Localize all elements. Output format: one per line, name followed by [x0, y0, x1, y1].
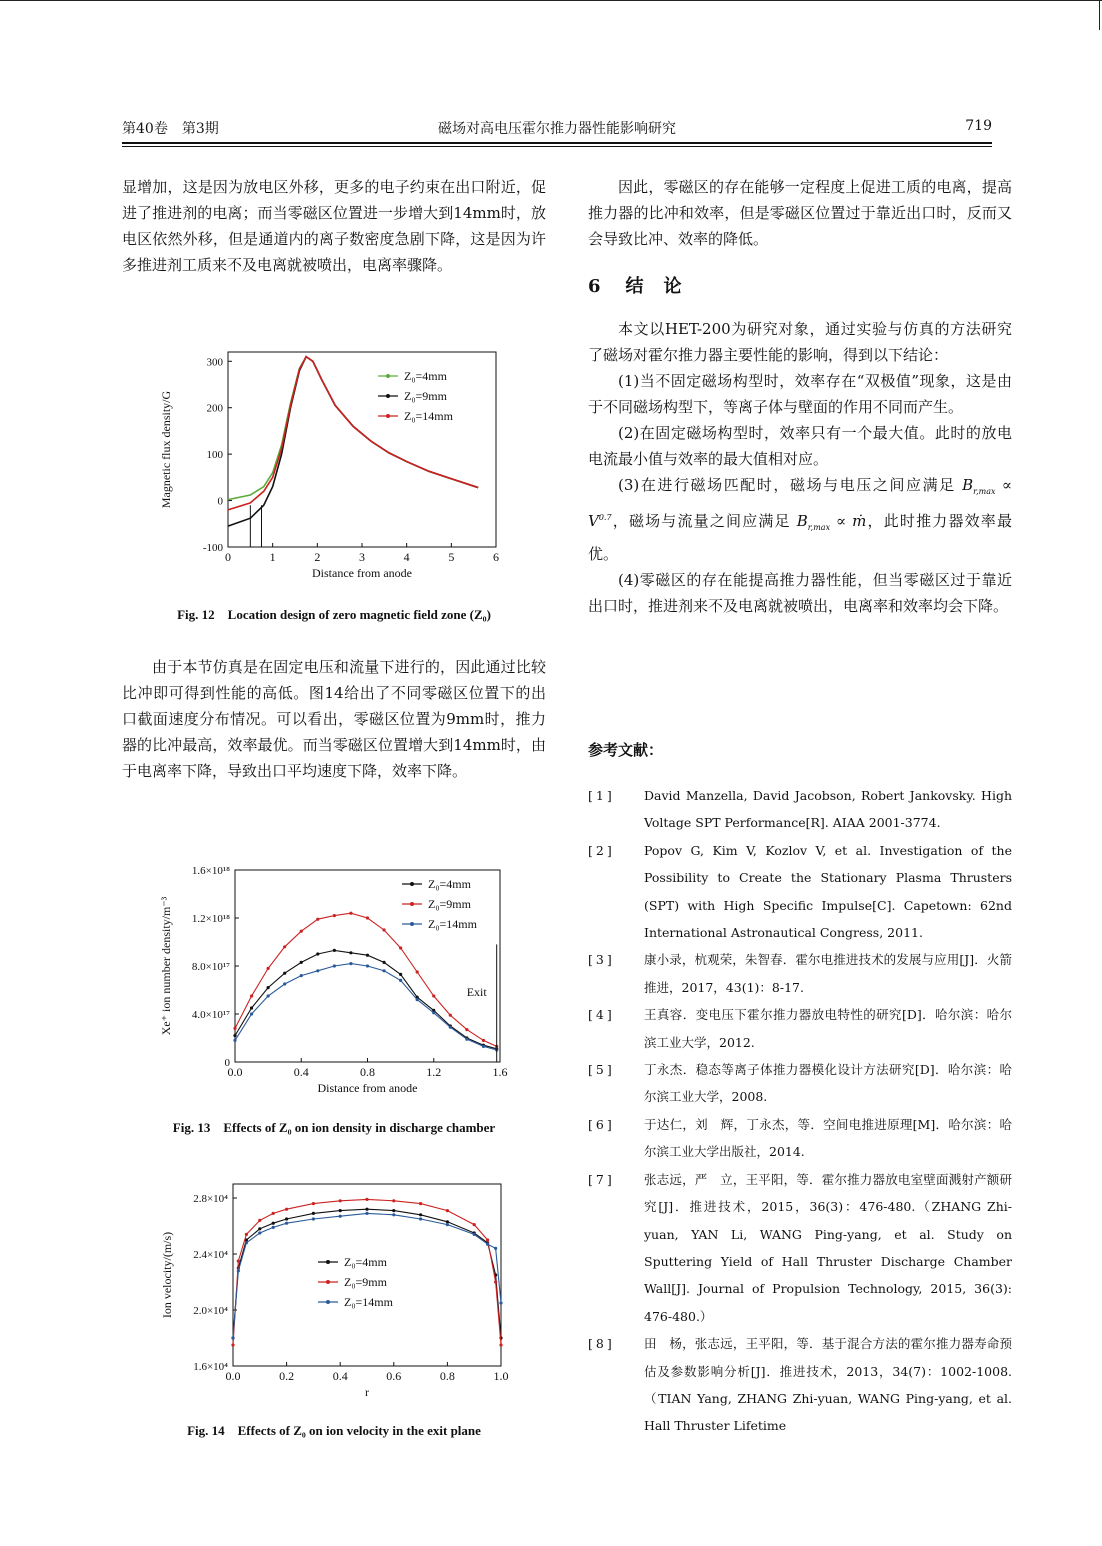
data-point	[258, 1227, 261, 1230]
figure-13-caption: Fig. 13 Effects of Z₀ on ion density in discharge chamber	[172, 1120, 496, 1135]
x-tick-label: 0.8	[360, 1065, 375, 1079]
data-point	[333, 949, 336, 952]
header-title: 磁场对高电压霍尔推力器性能影响研究	[438, 121, 676, 137]
data-point	[382, 961, 385, 964]
x-tick-label: 0.2	[279, 1369, 295, 1383]
data-point	[392, 1209, 395, 1212]
y-tick-label: 2.8×10⁴	[193, 1193, 228, 1205]
x-tick-label: 0.0	[227, 1065, 243, 1079]
data-point	[316, 952, 319, 955]
legend-label: Z₀=14mm	[404, 409, 453, 423]
section-title: 结 论	[625, 276, 683, 297]
data-point	[499, 1301, 502, 1304]
data-point	[465, 1038, 468, 1041]
data-point	[432, 1011, 435, 1014]
data-point	[285, 1208, 288, 1211]
data-point	[365, 1208, 368, 1211]
reference-text: 丁永杰．稳态等离子体推力器模化设计方法研究[D]．哈尔滨：哈尔滨工业大学，2008.	[644, 1062, 1012, 1105]
reference-number: [2]	[588, 842, 615, 858]
reference-text: 王真容．变电压下霍尔推力器放电特性的研究[D]．哈尔滨：哈尔滨工业大学，2012.	[644, 1007, 1012, 1050]
data-point	[432, 994, 435, 997]
page-number: 719	[965, 118, 992, 134]
data-point	[473, 1233, 476, 1236]
data-point	[233, 1034, 236, 1037]
data-point	[237, 1259, 240, 1262]
legend-label: Z₀=9mm	[428, 897, 471, 911]
y-tick-label: 0	[217, 495, 223, 508]
data-point	[267, 994, 270, 997]
data-point	[399, 973, 402, 976]
series-line	[233, 1199, 501, 1345]
data-point	[499, 1343, 502, 1346]
conclusion-1: (1)当不固定磁场构型时，效率存在“双极值”现象，这是由于不同磁场构型下，等离子体与壁面的作用不同而产生。	[588, 372, 1012, 416]
data-point	[382, 969, 385, 972]
data-point	[300, 930, 303, 933]
legend-marker	[326, 1280, 330, 1284]
data-point	[366, 954, 369, 957]
reference-number: [1]	[588, 788, 615, 803]
data-point	[382, 928, 385, 931]
data-point	[392, 1213, 395, 1216]
x-tick-label: 1.6	[492, 1065, 508, 1079]
figure-13-chart	[150, 858, 530, 1106]
x-tick-label: 0.4	[293, 1065, 309, 1079]
references-heading: 参考文献：	[588, 741, 664, 759]
y-axis-label: Magnetic flux density/G	[159, 390, 173, 509]
conclusion-3: (3)在进行磁场匹配时，磁场与电压之间应满足 $B_{r,max} \propto V^{0.7}$，磁场与流量之间应满足 $B_{r,max}$ ∝ ṁ，此时推力器效率最优。	[588, 476, 1012, 563]
data-point	[231, 1343, 234, 1346]
data-point	[231, 1336, 234, 1339]
data-point	[419, 1213, 422, 1216]
plot-frame	[228, 352, 496, 547]
data-point	[366, 964, 369, 967]
data-point	[473, 1223, 476, 1226]
data-point	[339, 1215, 342, 1218]
data-point	[416, 970, 419, 973]
data-point	[349, 951, 352, 954]
y-tick-label: 2.4×10⁴	[193, 1249, 228, 1261]
data-point	[272, 1226, 275, 1229]
data-point	[312, 1217, 315, 1220]
y-tick-label: 100	[206, 449, 223, 462]
data-point	[312, 1212, 315, 1215]
y-tick-label: 0	[224, 1057, 230, 1069]
reference-item	[588, 782, 1012, 837]
data-point	[446, 1209, 449, 1212]
conclusions	[588, 316, 1012, 619]
conclusion-2: (2)在固定磁场构型时，效率只有一个最大值。此时的放电电流最小值与效率的最大值相对应。	[588, 424, 1012, 468]
x-tick-label: 0.0	[225, 1369, 241, 1383]
series-line	[235, 913, 497, 1046]
figure-12-caption: Fig. 12 Location design of zero magnetic field zone (Z₀)	[177, 607, 491, 622]
reference-item	[588, 837, 1012, 947]
data-point	[245, 1233, 248, 1236]
right-border	[1099, 0, 1100, 30]
legend-label: Z₀=14mm	[344, 1295, 393, 1309]
x-tick-label: 2	[314, 550, 321, 564]
legend-label: Z₀=14mm	[428, 917, 477, 931]
data-point	[399, 946, 402, 949]
data-point	[267, 967, 270, 970]
y-tick-label: 8.0×10¹⁷	[191, 961, 230, 973]
data-point	[449, 1014, 452, 1017]
data-point	[272, 1212, 275, 1215]
data-point	[283, 982, 286, 985]
data-point	[250, 1012, 253, 1015]
x-axis-label: r	[365, 1385, 369, 1399]
data-point	[300, 961, 303, 964]
data-point	[333, 964, 336, 967]
data-point	[494, 1247, 497, 1250]
reference-item	[588, 946, 1012, 1001]
data-point	[300, 974, 303, 977]
exit-label: Exit	[466, 985, 487, 999]
data-point	[237, 1269, 240, 1272]
x-tick-label: 3	[359, 550, 365, 564]
legend-marker	[386, 394, 390, 398]
y-tick-label: 2.0×10⁴	[193, 1305, 228, 1317]
reference-item	[588, 1001, 1012, 1056]
section-heading	[588, 272, 707, 298]
data-point	[233, 1027, 236, 1030]
reference-number: [8]	[588, 1336, 615, 1352]
data-point	[272, 1222, 275, 1225]
data-point	[339, 1199, 342, 1202]
reference-text: 田 杨，张志远，王平阳，等．基于混合方法的霍尔推力器寿命预估及参数影响分析[J]．推进技术，2013，34(7)：1002-1008.（TIAN Yang, ZHANG Zhi-yuan, WANG Ping-yang, et al. Hall Thruster Lifetime	[644, 1336, 1012, 1434]
reference-number: [7]	[588, 1171, 615, 1187]
data-point	[365, 1212, 368, 1215]
legend-marker	[410, 922, 414, 926]
data-point	[399, 979, 402, 982]
right-paragraph-1: 因此，零磁区的存在能够一定程度上促进工质的电离，提高推力器的比冲和效率，但是零磁区位置过于靠近出口时，反而又会导致比冲、效率的降低。	[588, 178, 1012, 248]
data-point	[312, 1202, 315, 1205]
x-tick-label: 6	[493, 550, 499, 564]
data-point	[349, 912, 352, 915]
data-point	[446, 1223, 449, 1226]
legend-marker	[410, 902, 414, 906]
data-point	[316, 969, 319, 972]
reference-number: [4]	[588, 1007, 615, 1023]
reference-item	[588, 1330, 1012, 1440]
data-point	[365, 1198, 368, 1201]
x-tick-label: 0	[225, 550, 231, 564]
data-point	[250, 994, 253, 997]
data-point	[449, 1026, 452, 1029]
legend-label: Z₀=4mm	[344, 1255, 387, 1269]
reference-text: 康小录，杭观荣，朱智春．霍尔电推进技术的发展与应用[J]．火箭推进，2017，43(1)：8-17.	[644, 952, 1012, 995]
data-point	[392, 1199, 395, 1202]
legend-marker	[410, 882, 414, 886]
series-line	[235, 950, 497, 1048]
reference-text: Popov G, Kim V, Kozlov V, et al. Investigation of the Possibility to Create the Stationary Plasma Thrusters (SPT) with High Specific Impulse[C]. Capetown: 62nd International Astronautical Congress, 2011.	[644, 842, 1012, 941]
legend-label: Z₀=9mm	[404, 389, 447, 403]
section-number: 6	[588, 276, 602, 297]
y-tick-label: 200	[206, 402, 223, 415]
data-point	[482, 1039, 485, 1042]
formula-voltage: $B_{r,max} \propto V^{0.7}$	[588, 476, 1012, 530]
data-point	[419, 1202, 422, 1205]
reference-list	[588, 782, 1012, 1440]
reference-text: 于达仁，刘 辉，丁永杰，等．空间电推进原理[M]．哈尔滨：哈尔滨工业大学出版社，2014.	[644, 1116, 1012, 1160]
conclusion-intro: 本文以HET-200为研究对象，通过实验与仿真的方法研究了磁场对霍尔推力器主要性能的影响，得到以下结论：	[588, 320, 1012, 364]
y-tick-label: 300	[206, 356, 223, 369]
x-tick-label: 0.6	[386, 1369, 402, 1383]
data-point	[258, 1219, 261, 1222]
y-tick-label: 1.6×10⁴	[193, 1361, 228, 1373]
legend-marker	[386, 414, 390, 418]
data-point	[285, 1222, 288, 1225]
running-header	[122, 118, 992, 140]
left-paragraph-2: 由于本节仿真是在固定电压和流量下进行的，因此通过比较比冲即可得到性能的高低。图14给出了不同零磁区位置下的出口截面速度分布情况。可以看出，零磁区位置为9mm时，推力器的比冲最高，效率最优。而当零磁区位置增大到14mm时，由于电离率下降，导致出口平均速度下降，效率下降。	[122, 658, 546, 780]
data-point	[233, 1039, 236, 1042]
y-tick-label: 1.6×10¹⁸	[191, 865, 230, 877]
legend-marker	[326, 1300, 330, 1304]
data-point	[339, 1209, 342, 1212]
x-tick-label: 0.4	[332, 1369, 348, 1383]
reference-number: [6]	[588, 1116, 615, 1132]
x-tick-label: 1.0	[493, 1369, 509, 1383]
x-axis-label: Distance from anode	[312, 566, 412, 580]
x-tick-label: 1.2	[426, 1065, 442, 1079]
reference-item	[588, 1111, 1012, 1166]
formula-flow: $B_{r,max}$ ∝ ṁ	[796, 512, 867, 532]
data-point	[486, 1238, 489, 1241]
x-tick-label: 1	[269, 550, 276, 564]
reference-item	[588, 1056, 1012, 1111]
x-tick-label: 4	[403, 550, 410, 564]
legend-label: Z₀=4mm	[404, 369, 447, 383]
conclusion-4: (4)零磁区的存在能提高推力器性能，但当零磁区过于靠近出口时，推进剂来不及电离就被喷出，电离率和效率均会下降。	[588, 571, 1012, 615]
data-point	[494, 1280, 497, 1283]
top-border	[0, 0, 1102, 1]
data-point	[267, 986, 270, 989]
left-paragraph-1: 显增加，这是因为放电区外移，更多的电子约束在出口附近，促进了推进剂的电离；而当零磁区位置进一步增大到14mm时，放电区依然外移，但是通道内的离子数密度急剧下降，这是因为许多推进剂工质来不及电离就被喷出，电离率骤降。	[122, 178, 546, 274]
header-volume: 第40卷 第3期	[122, 121, 219, 137]
y-tick-label: 1.2×10¹⁸	[191, 913, 230, 925]
x-axis-label: Distance from anode	[317, 1081, 418, 1095]
reference-text: David Manzella, David Jacobson, Robert Jankovsky. High Voltage SPT Performance[R]. AIAA 2001-3774.	[644, 788, 1012, 831]
data-point	[285, 1217, 288, 1220]
data-point	[250, 1006, 253, 1009]
data-point	[349, 962, 352, 965]
figure-14-caption: Fig. 14 Effects of Z₀ on ion velocity in the exit plane	[187, 1423, 481, 1438]
data-point	[419, 1217, 422, 1220]
data-point	[333, 914, 336, 917]
data-point	[416, 998, 419, 1001]
y-axis-label: Ion velocity/(m/s)	[160, 1231, 174, 1319]
y-axis-label: Xe⁺ ion number density/m⁻³	[159, 896, 173, 1036]
data-point	[482, 1045, 485, 1048]
y-tick-label: 4.0×10¹⁷	[191, 1009, 230, 1021]
data-point	[245, 1241, 248, 1244]
legend-marker	[326, 1260, 330, 1264]
reference-text: 张志远，严 立，王平阳，等．霍尔推力器放电室壁面溅射产额研究[J]．推进技术，2015，36(3)：476-480.（ZHANG Zhi-yuan, YAN Li, WANG Ping-yang, et al. Study on Sputtering Yield of Hall Thruster Discharge Chamber Wall[J]. Journal of Propulsion Technology, 2015, 36(3): 476-480.）	[644, 1171, 1012, 1324]
data-point	[258, 1231, 261, 1234]
data-point	[283, 972, 286, 975]
header-rule	[122, 142, 992, 144]
reference-number: [5]	[588, 1062, 615, 1078]
legend-marker	[386, 374, 390, 378]
data-point	[283, 945, 286, 948]
series-line	[235, 964, 497, 1050]
y-tick-label: -100	[202, 542, 223, 554]
reference-item	[588, 1166, 1012, 1330]
data-point	[316, 918, 319, 921]
x-tick-label: 0.8	[439, 1369, 455, 1383]
header-rule-thin	[122, 146, 992, 147]
data-point	[465, 1028, 468, 1031]
x-tick-label: 5	[448, 550, 455, 564]
data-point	[486, 1243, 489, 1246]
data-point	[366, 916, 369, 919]
figure-14-chart	[150, 1174, 530, 1410]
legend-label: Z₀=4mm	[428, 877, 471, 891]
data-point	[446, 1220, 449, 1223]
reference-number: [3]	[588, 952, 615, 968]
figure-12-chart	[150, 340, 530, 600]
legend-label: Z₀=9mm	[344, 1275, 387, 1289]
